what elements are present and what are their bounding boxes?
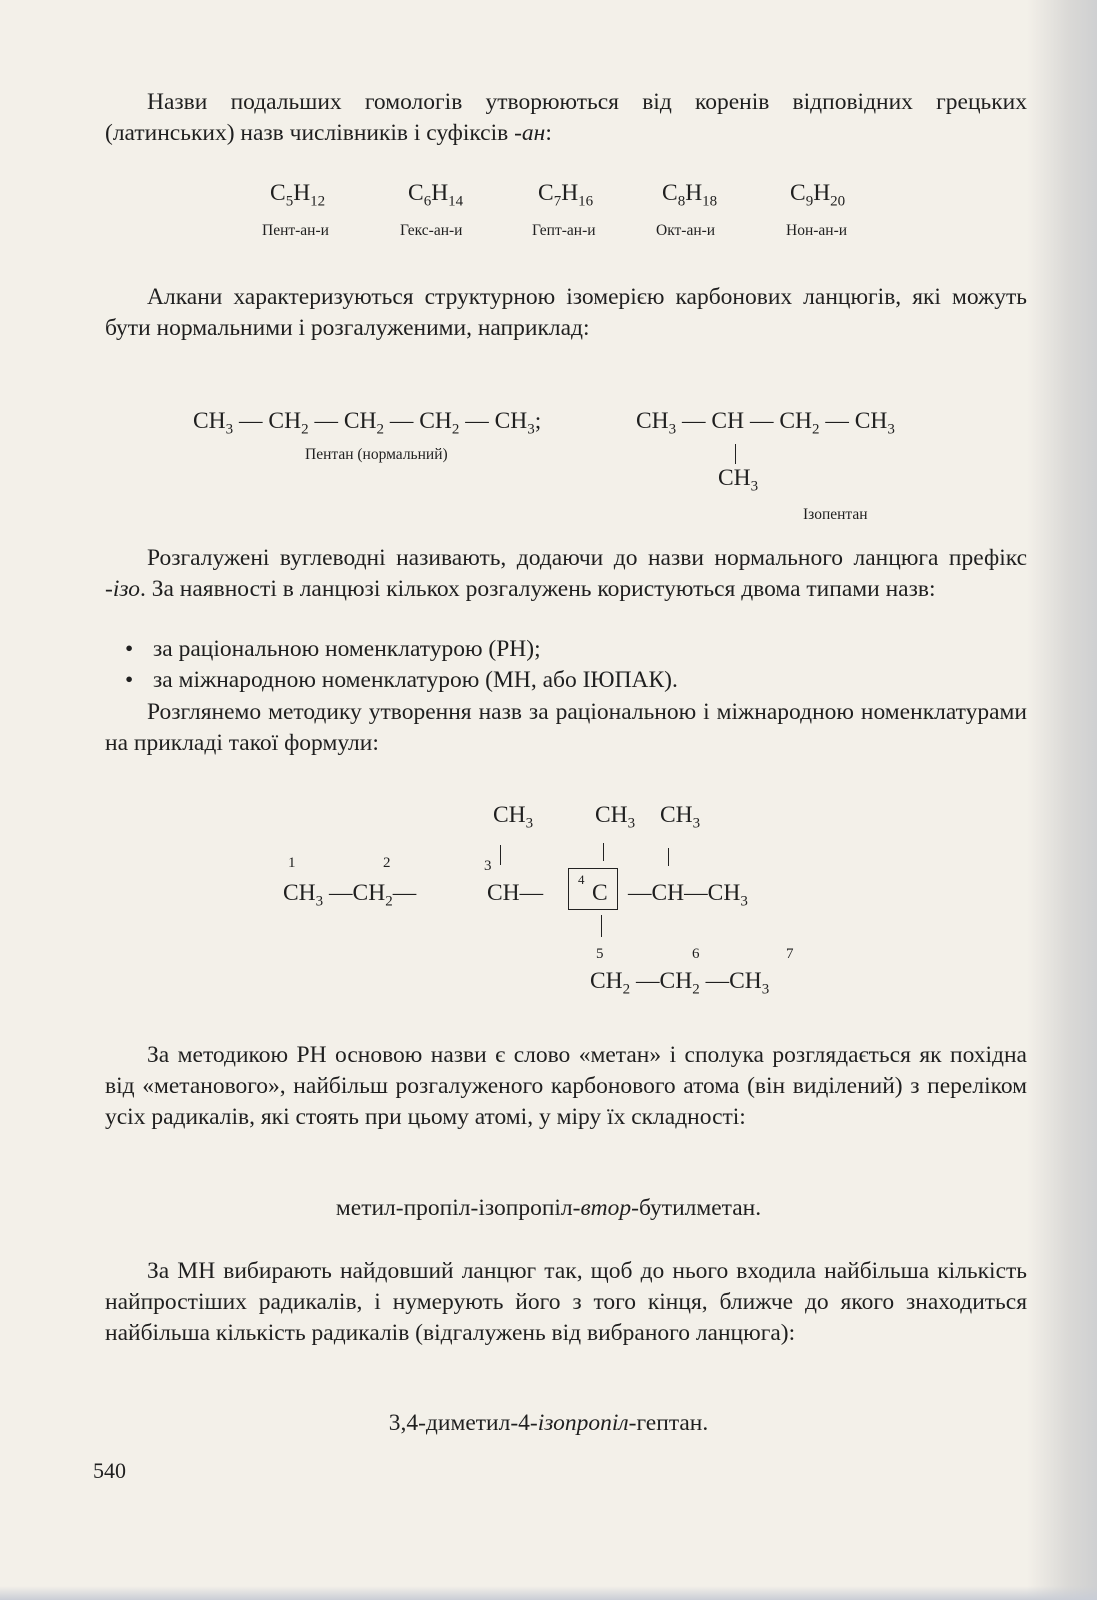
formula-isopentane: $CH_3$ — CH — $CH_2$ — $CH_3$ (636, 408, 895, 438)
main-chain-right: $—CH—CH_3$ (628, 880, 748, 910)
substituent-ch3-3: $CH_3$ (493, 802, 534, 832)
substituent-ch3-4: $CH_3$ (595, 802, 636, 832)
page-bottom-shadow (0, 1586, 1097, 1600)
bullet-icon: • (125, 636, 134, 662)
bond-vertical (735, 444, 736, 464)
paragraph-homolog-names (105, 87, 1027, 149)
formula-n-pentane: $CH_3$ — $CH_2$ — $CH_2$ — $CH_2$ — $CH_3$; (193, 408, 542, 438)
text: Назви подальших гомологів утворюються від коренів відповідних грецьких (латинських) назв числівників і суфіксів (105, 89, 1027, 146)
caption-normal-pentane: Пентан (нормальний) (305, 446, 448, 463)
name-mn: 3,4-диметил-4-ізопропіл-гептан. (388, 1410, 709, 1436)
paragraph-mn-method: За МН вибирають найдовший ланцюг так, щоб до нього входила найбільша кількість найпростіших радикалів, і нумерують його з того кінця, ближче до якого знаходиться найбільша кількість радикалів (відгалужень від вибраного ланцюга): (105, 1258, 1027, 1346)
atom-number: 6 (692, 946, 700, 962)
paragraph-isomerism: Алкани характеризуються структурною ізомерією карбонових ланцюгів, які можуть бути нормальними і розгалуженими, наприклад: (105, 284, 1027, 341)
atom-number: 2 (383, 855, 391, 871)
atom-number: 3 (484, 858, 492, 874)
atom-number: 7 (786, 946, 794, 962)
prefix-iso: -ізо (105, 576, 140, 602)
list-item-rn: • за раціональною номенклатурою (РН); (125, 634, 541, 665)
page-number: 540 (93, 1458, 126, 1483)
atom-number: 4 (578, 872, 585, 887)
formula-octane: $C_8H_{18}$ (662, 180, 718, 210)
caption-pentane: Пент-ан-и (262, 222, 329, 239)
main-chain-bottom: $CH_2$ $—CH_2$ $—CH_3$ (590, 968, 770, 998)
paragraph-branched: Розгалужені вуглеводні називають, додаючи до назви нормального ланцюга префікс -ізо. За наявності в ланцюзі кількох розгалужень користуються двома типами назв: (105, 545, 1027, 602)
page-edge-shadow (1027, 0, 1097, 1600)
caption-isopentane: Ізопентан (803, 506, 868, 523)
formula-pentane: $C_5H_{12}$ (270, 180, 326, 210)
main-chain-left: $CH_3$ $—CH_2—$ (283, 880, 417, 910)
list-item-mn: • за міжнародною номенклатурою (МН, або ІЮПАК). (125, 665, 678, 696)
caption-nonane: Нон-ан-и (786, 222, 848, 239)
branch-methyl: $CH_3$ (718, 465, 759, 495)
name-rn: метил-пропіл-ізопропіл-втор-бутилметан. (335, 1195, 762, 1221)
main-chain-ch: CH— (487, 880, 544, 906)
caption-octane: Окт-ан-и (656, 222, 716, 239)
caption-hexane: Гекс-ан-и (400, 222, 463, 239)
highlighted-carbon: C (592, 880, 608, 906)
bond-vertical (603, 843, 604, 861)
bond-vertical (668, 848, 669, 866)
bond-vertical (601, 915, 602, 937)
formula-hexane: $C_6H_{14}$ (408, 180, 464, 210)
atom-number: 1 (288, 855, 296, 871)
caption-heptane: Гепт-ан-и (532, 222, 596, 239)
text: : (545, 120, 552, 146)
atom-number: 5 (596, 946, 604, 962)
substituent-ch3-isopropyl: $CH_3$ (660, 802, 701, 832)
bullet-icon: • (125, 667, 134, 693)
bond-vertical (500, 845, 501, 865)
paragraph-rn-method: За методикою РН основою назви є слово «метан» і сполука розглядається як похідна від «метанового», найбільш розгалуженого карбонового атома (він виділений) з переліком усіх радикалів, які стоять при цьому атомі, у міру їх складності: (105, 1042, 1027, 1130)
suffix-an: -ан (514, 120, 546, 146)
formula-heptane: $C_7H_{16}$ (538, 180, 594, 210)
formula-nonane: $C_9H_{20}$ (790, 180, 846, 210)
paragraph-method: Розглянемо методику утворення назв за раціональною і міжнародною номенклатурами на прикладі такої формули: (105, 699, 1027, 756)
